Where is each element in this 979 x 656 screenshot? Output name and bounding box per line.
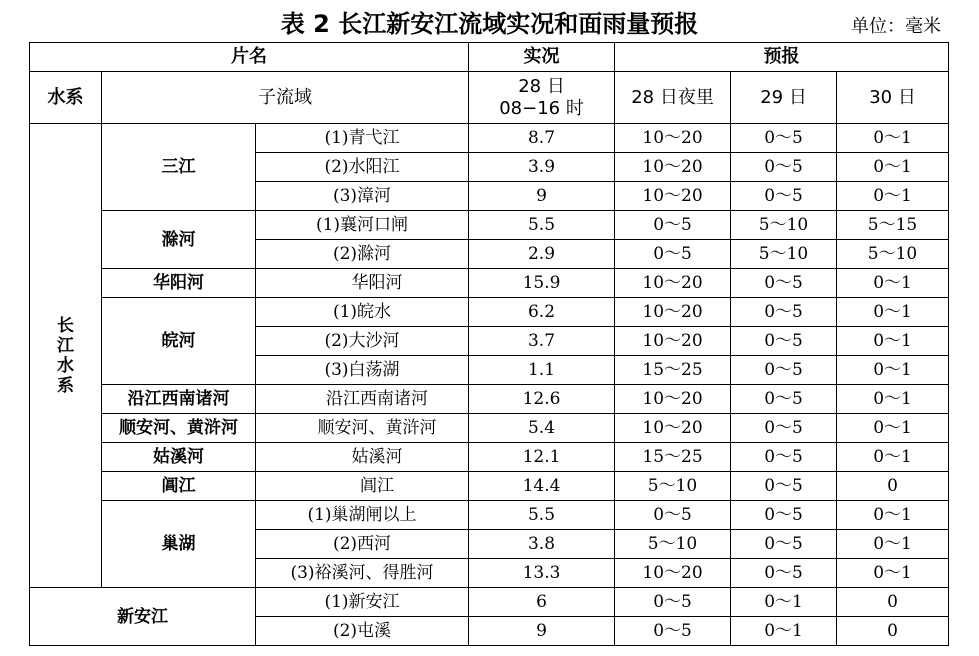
sub-basin: (3)裕溪河、得胜河 [256,559,469,588]
header-yu-bao: 预报 [615,43,949,72]
area-shunan: 顺安河、黄浒河 [102,414,256,443]
forecast-2-value: 0～5 [731,385,837,414]
obs-value: 6 [469,588,615,617]
obs-value: 12.6 [469,385,615,414]
forecast-2-value: 0～1 [731,588,837,617]
forecast-1-value: 0～5 [615,240,731,269]
area-chaohu: 巢湖 [102,501,256,588]
sub-basin: (1)新安江 [256,588,469,617]
sub-basin: 姑溪河 [256,443,469,472]
obs-value: 1.1 [469,356,615,385]
obs-value: 5.5 [469,501,615,530]
table-row [30,472,949,501]
forecast-3-value: 0～1 [837,559,949,588]
forecast-3-value: 0 [837,617,949,646]
table-row [30,414,949,443]
area-chuhe: 滁河 [102,211,256,269]
obs-value: 5.5 [469,211,615,240]
header-row-2 [30,72,949,124]
obs-value: 8.7 [469,124,615,153]
forecast-2-value: 0～5 [731,443,837,472]
table-row [30,385,949,414]
table-row [30,124,949,153]
forecast-1-value: 0～5 [615,501,731,530]
table-row [30,211,949,240]
forecast-2-value: 0～5 [731,530,837,559]
sub-basin: (1)巢湖闸以上 [256,501,469,530]
table-row [30,298,949,327]
obs-value: 5.4 [469,414,615,443]
area-changjiang-river: 阊江 [102,472,256,501]
forecast-2-value: 0～5 [731,414,837,443]
forecast-2-value: 0～5 [731,298,837,327]
forecast-3-value: 0～1 [837,530,949,559]
sub-basin: (2)大沙河 [256,327,469,356]
area-huayanghe: 华阳河 [102,269,256,298]
forecast-2-value: 0～5 [731,153,837,182]
forecast-2-value: 0～5 [731,356,837,385]
sub-basin: 华阳河 [256,269,469,298]
forecast-3-value: 0～1 [837,501,949,530]
table-title: 表 2 长江新安江流域实况和面雨量预报 [280,10,699,38]
forecast-1-value: 10～20 [615,327,731,356]
area-wanhe: 皖河 [102,298,256,385]
sub-basin: (1)青弋江 [256,124,469,153]
obs-value: 9 [469,182,615,211]
forecast-1-value: 10～20 [615,385,731,414]
forecast-2-value: 5～10 [731,240,837,269]
forecast-3-value: 0～1 [837,327,949,356]
sub-basin: 阊江 [256,472,469,501]
forecast-2-value: 0～5 [731,124,837,153]
forecast-3-value: 0～1 [837,414,949,443]
forecast-1-value: 0～5 [615,617,731,646]
forecast-1-value: 10～20 [615,153,731,182]
forecast-2-value: 5～10 [731,211,837,240]
header-row-1 [30,43,949,72]
forecast-1-value: 10～20 [615,182,731,211]
header-forecast-1: 28 日夜里 [615,72,731,124]
sub-basin: (2)屯溪 [256,617,469,646]
sub-basin: 顺安河、黄浒河 [256,414,469,443]
forecast-3-value: 0～1 [837,124,949,153]
header-forecast-3: 30 日 [837,72,949,124]
forecast-1-value: 15～25 [615,443,731,472]
header-pian-ming: 片名 [30,43,469,72]
system-changjiang: 长江水系 [30,124,102,588]
forecast-3-value: 0～1 [837,356,949,385]
forecast-3-value: 0～1 [837,385,949,414]
area-guxi: 姑溪河 [102,443,256,472]
sub-basin: 沿江西南诸河 [256,385,469,414]
area-sanjiang: 三江 [102,124,256,211]
sub-basin: (3)漳河 [256,182,469,211]
unit-label: 单位：毫米 [851,16,941,37]
forecast-2-value: 0～5 [731,559,837,588]
obs-value: 9 [469,617,615,646]
forecast-3-value: 0 [837,588,949,617]
header-zi-liu-yu: 子流域 [102,72,469,124]
table-row [30,269,949,298]
obs-value: 3.9 [469,153,615,182]
header-shi-kuang: 实况 [469,43,615,72]
forecast-3-value: 0～1 [837,298,949,327]
obs-value: 6.2 [469,298,615,327]
forecast-3-value: 0～1 [837,443,949,472]
forecast-2-value: 0～5 [731,501,837,530]
forecast-1-value: 5～10 [615,472,731,501]
obs-value: 2.9 [469,240,615,269]
header-shui-xi: 水系 [30,72,102,124]
system-xinanjiang: 新安江 [30,588,256,646]
obs-value: 13.3 [469,559,615,588]
obs-value: 15.9 [469,269,615,298]
forecast-2-value: 0～5 [731,182,837,211]
forecast-1-value: 10～20 [615,298,731,327]
obs-value: 3.7 [469,327,615,356]
rainfall-table [29,42,949,646]
forecast-2-value: 0～1 [731,617,837,646]
table-row [30,588,949,617]
forecast-2-value: 0～5 [731,472,837,501]
sub-basin: (2)滁河 [256,240,469,269]
forecast-3-value: 0～1 [837,153,949,182]
forecast-1-value: 10～20 [615,269,731,298]
header-obs-period [469,72,615,124]
forecast-1-value: 5～10 [615,530,731,559]
sub-basin: (3)白荡湖 [256,356,469,385]
forecast-1-value: 10～20 [615,124,731,153]
forecast-1-value: 10～20 [615,559,731,588]
forecast-3-value: 0～1 [837,182,949,211]
forecast-1-value: 15～25 [615,356,731,385]
forecast-2-value: 0～5 [731,269,837,298]
sub-basin: (2)西河 [256,530,469,559]
forecast-3-value: 5～15 [837,211,949,240]
sub-basin: (1)皖水 [256,298,469,327]
forecast-3-value: 0 [837,472,949,501]
table-row [30,501,949,530]
obs-value: 3.8 [469,530,615,559]
area-yanjiang: 沿江西南诸河 [102,385,256,414]
sub-basin: (1)襄河口闸 [256,211,469,240]
forecast-1-value: 0～5 [615,588,731,617]
header-obs-time: 08−16 时 [499,97,584,119]
header-obs-date: 28 日 [518,75,565,97]
forecast-2-value: 0～5 [731,327,837,356]
forecast-3-value: 0～1 [837,269,949,298]
obs-value: 14.4 [469,472,615,501]
forecast-1-value: 10～20 [615,414,731,443]
header-forecast-2: 29 日 [731,72,837,124]
sub-basin: (2)水阳江 [256,153,469,182]
table-row [30,443,949,472]
forecast-1-value: 0～5 [615,211,731,240]
forecast-3-value: 5～10 [837,240,949,269]
obs-value: 12.1 [469,443,615,472]
